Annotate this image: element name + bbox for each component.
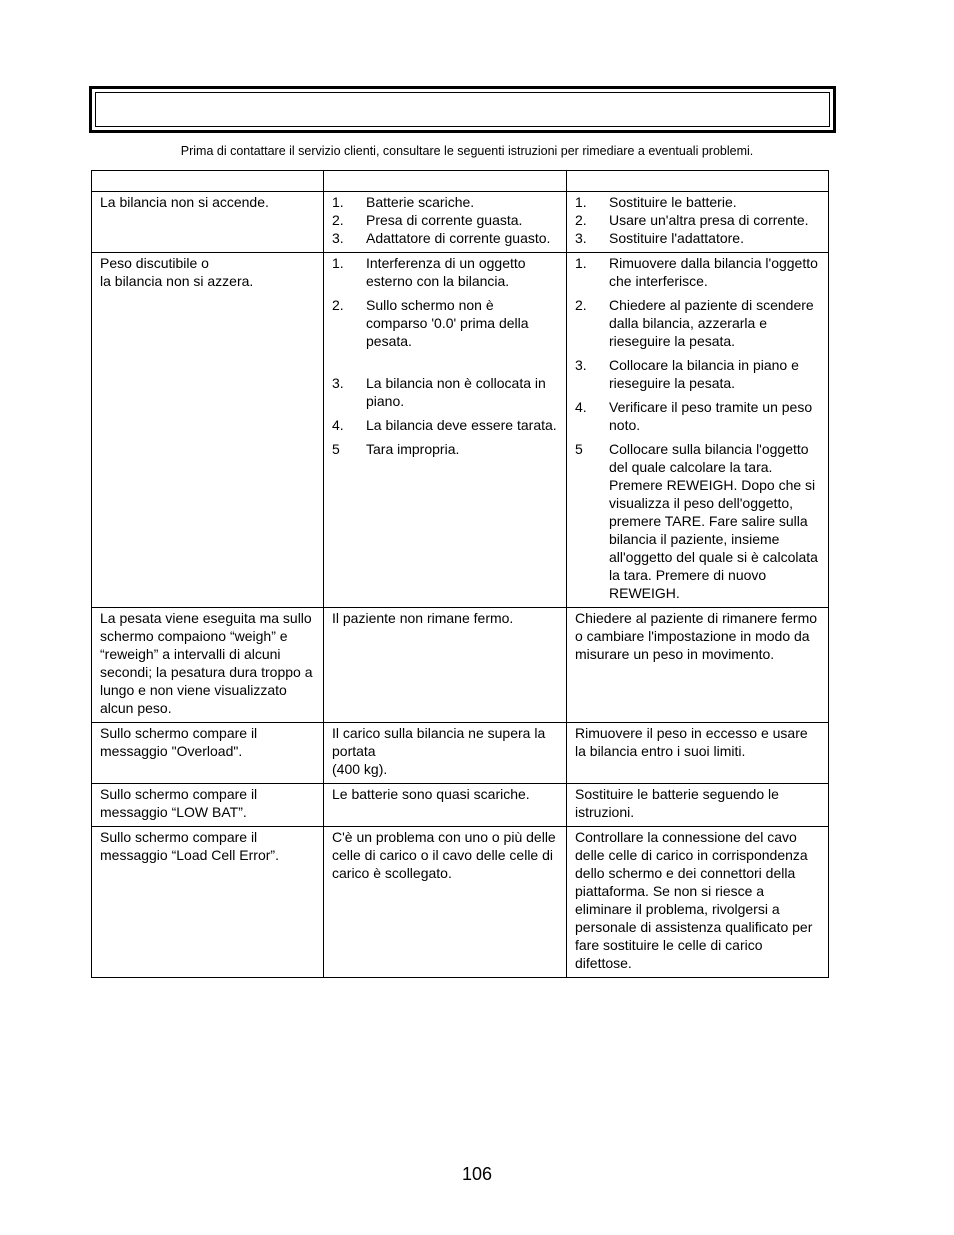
solution-cell [567, 253, 829, 608]
table-header-row [92, 171, 829, 192]
intro-text: Prima di contattare il servizio clienti, consultare le seguenti istruzioni per rimediare a eventuali problemi. [180, 144, 754, 158]
list-item [575, 254, 820, 290]
item-number: 2. [332, 212, 344, 228]
list-item [332, 440, 558, 458]
list-item [332, 229, 558, 247]
page-number: 106 [461, 1164, 493, 1184]
section-title-box [89, 86, 836, 133]
table-row [92, 784, 829, 827]
problem-cell: La pesata viene eseguita ma sullo schermo compaiono “weigh” e “reweigh” a intervalli di alcuni secondi; la pesatura dura troppo a lungo e non viene visualizzato alcun peso. [92, 608, 324, 723]
cause-cell: Il carico sulla bilancia ne supera la portata (400 kg). [324, 723, 567, 784]
cause-cell [324, 253, 567, 608]
list-item [332, 374, 558, 410]
item-text: Batterie scariche. [366, 194, 475, 210]
item-text: Collocare la bilancia in piano e rieseguire la pesata. [609, 357, 799, 391]
solution-cell [567, 192, 829, 253]
list-item [332, 296, 558, 350]
cause-cell: Le batterie sono quasi scariche. [324, 784, 567, 827]
item-number: 2. [575, 297, 587, 313]
header-solution [567, 171, 829, 192]
problem-cell: Sullo schermo compare il messaggio "Overload". [92, 723, 324, 784]
item-text: Sullo schermo non è comparso '0.0' prima della pesata. [366, 297, 529, 349]
item-number: 5 [575, 441, 583, 457]
item-text: Rimuovere dalla bilancia l'oggetto che interferisce. [609, 255, 818, 289]
header-problem [92, 171, 324, 192]
item-text: La bilancia non è collocata in piano. [366, 375, 546, 409]
table-row [92, 253, 829, 608]
list-item [575, 296, 820, 350]
list-item [332, 193, 558, 211]
troubleshooting-table [91, 170, 829, 978]
item-number: 3. [332, 230, 344, 246]
problem-cell: La bilancia non si accende. [92, 192, 324, 253]
table-row [92, 827, 829, 978]
item-number: 4. [332, 417, 344, 433]
item-number: 3. [575, 357, 587, 373]
item-text: Verificare il peso tramite un peso noto. [609, 399, 813, 433]
list-item [332, 416, 558, 434]
list-item [575, 193, 820, 211]
item-number: 1. [575, 194, 587, 210]
problem-cell: Sullo schermo compare il messaggio “Load Cell Error”. [92, 827, 324, 978]
table-row [92, 608, 829, 723]
item-number: 1. [332, 255, 344, 271]
solution-cell: Sostituire le batterie seguendo le istruzioni. [567, 784, 829, 827]
table-row [92, 723, 829, 784]
item-text: Sostituire l'adattatore. [609, 230, 744, 246]
item-number: 2. [575, 212, 587, 228]
item-text: Sostituire le batterie. [609, 194, 737, 210]
list-item [332, 254, 558, 290]
solution-cell: Rimuovere il peso in eccesso e usare la bilancia entro i suoi limiti. [567, 723, 829, 784]
list-item [575, 229, 820, 247]
item-text: La bilancia deve essere tarata. [366, 417, 557, 433]
list-item [575, 356, 820, 392]
cause-cell [324, 192, 567, 253]
item-text: Presa di corrente guasta. [366, 212, 523, 228]
problem-cell: Peso discutibile o la bilancia non si azzera. [92, 253, 324, 608]
table-row [92, 192, 829, 253]
item-number: 1. [332, 194, 344, 210]
item-text: Collocare sulla bilancia l'oggetto del quale calcolare la tara. Premere REWEIGH. Dopo che si visualizza il peso dell'oggetto, premere TARE. Fare salire sulla bilancia il paziente, insieme all'oggetto del quale si è calcolata la tara. Premere di nuovo REWEIGH. [609, 441, 818, 601]
solution-cell: Chiedere al paziente di rimanere fermo o cambiare l'impostazione in modo da misurare un peso in movimento. [567, 608, 829, 723]
list-item [332, 211, 558, 229]
item-text: Usare un'altra presa di corrente. [609, 212, 809, 228]
cause-cell: C'è un problema con uno o più delle celle di carico o il cavo delle celle di carico è scollegato. [324, 827, 567, 978]
solution-cell: Controllare la connessione del cavo delle celle di carico in corrispondenza dello schermo e dei connettori della piattaforma. Se non si riesce a eliminare il problema, rivolgersi a personale di assistenza qualificato per fare sostituire le celle di carico difettose. [567, 827, 829, 978]
header-cause [324, 171, 567, 192]
list-item [575, 398, 820, 434]
item-number: 3. [575, 230, 587, 246]
item-text: Interferenza di un oggetto esterno con la bilancia. [366, 255, 526, 289]
list-item [575, 440, 820, 602]
item-text: Chiedere al paziente di scendere dalla bilancia, azzerarla e rieseguire la pesata. [609, 297, 814, 349]
item-number: 1. [575, 255, 587, 271]
item-text: Adattatore di corrente guasto. [366, 230, 551, 246]
item-text: Tara impropria. [366, 441, 460, 457]
item-number: 2. [332, 297, 344, 313]
item-number: 5 [332, 441, 340, 457]
cause-cell: Il paziente non rimane fermo. [324, 608, 567, 723]
problem-cell: Sullo schermo compare il messaggio “LOW BAT”. [92, 784, 324, 827]
list-item [575, 211, 820, 229]
item-number: 3. [332, 375, 344, 391]
item-number: 4. [575, 399, 587, 415]
